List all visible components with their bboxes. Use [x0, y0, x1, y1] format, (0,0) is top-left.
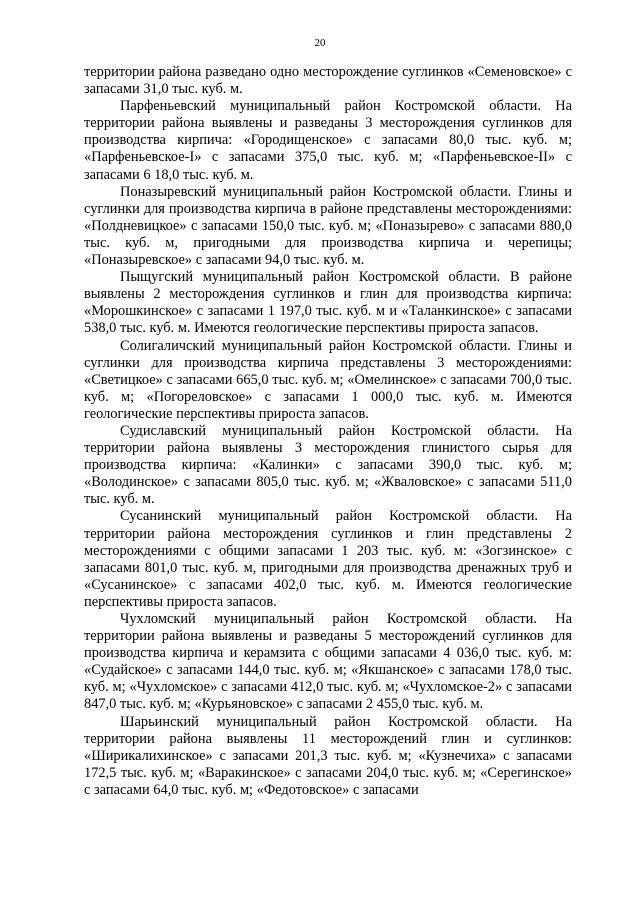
- paragraph-parfenevsky: Парфеньевский муниципальный район Костромской области. На территории района выявлены и разведаны 3 месторождения суглинков для производства кирпича: «Городищенское» с запасами 80,0 тыс. куб. м; «Парфеньевское-I» с запасами 375,0 тыс. куб. м; «Парфеньевское-II» с запасами 6 18,0 тыс. куб. м.: [84, 98, 572, 183]
- paragraph-chukhlomsky: Чухломский муниципальный район Костромской области. На территории района выявлены и разведаны 5 месторождений суглинков для производства кирпича и керамзита с общими запасами 4 036,0 тыс. куб. м: «Судайское» с запасами 144,0 тыс. куб. м; «Якшанское» с запасами 178,0 тыс. куб. м; «Чухломское» с запасами 412,0 тыс. куб. м; «Чухломское-2» с запасами 847,0 тыс. куб. м; «Курьяновское» с запасами 2 455,0 тыс. куб. м.: [84, 611, 572, 713]
- document-body: [84, 64, 572, 799]
- paragraph-ponazyrevsky: Поназыревский муниципальный район Костромской области. Глины и суглинки для производства кирпича в районе представлены месторождениями: «Полдневицкое» с запасами 150,0 тыс. куб. м; «Поназырево» с запасами 880,0 тыс. куб. м, пригодными для производства кирпича и черепицы; «Поназыревское» с запасами 94,0 тыс. куб. м.: [84, 183, 572, 269]
- paragraph-soligalichsky: Солигаличский муниципальный район Костромской области. Глины и суглинки для производства кирпича представлены 3 месторождениями: «Светицкое» с запасами 665,0 тыс. куб. м; «Омелинское» с запасами 700,0 тыс. куб. м; «Погореловское» с запасами 1 000,0 тыс. куб. м. Имеются геологические перспективы прироста запасов.: [84, 337, 572, 422]
- paragraph-sudislavsky: Судиславский муниципальный район Костромской области. На территории района выявлены 3 месторождения глинистого сырья для производства кирпича: «Калинки» с запасами 390,0 тыс. куб. м; «Володинское» с запасами 805,0 тыс. куб. м; «Жваловское» с запасами 511,0 тыс. куб. м.: [84, 422, 572, 508]
- paragraph-pyshchugsky: Пыщугский муниципальный район Костромской области. В районе выявлены 2 месторождения суглинков и глин для производства кирпича: «Морошкинское» с запасами 1 197,0 тыс. куб. м и «Таланкинское» с запасами 538,0 тыс. куб. м. Имеются геологические перспективы прироста запасов.: [84, 269, 572, 337]
- paragraph-susaninsky: Сусанинский муниципальный район Костромской области. На территории района месторождения суглинков и глин представлены 2 месторождениями с общими запасами 1 203 тыс. куб. м: «Зогзинское» с запасами 801,0 тыс. куб. м, пригодными для производства дренажных труб и «Сусанинское» с запасами 402,0 тыс. куб. м. Имеются геологические перспективы прироста запасов.: [84, 508, 572, 610]
- paragraph-continued: территории района разведано одно месторождение суглинков «Семеновское» с запасами 31,0 тыс. куб. м.: [84, 64, 572, 98]
- page-number: 20: [314, 37, 326, 49]
- paragraph-sharinsky: Шарьинский муниципальный район Костромской области. На территории района выявлены 11 месторождений глин и суглинков: «Ширикалихинское» с запасами 201,3 тыс. куб. м; «Кузнечиха» с запасами 172,5 тыс. куб. м; «Варакинское» с запасами 204,0 тыс. куб. м; «Серегинское» с запасами 64,0 тыс. куб. м; «Федотовское» с запасами: [84, 713, 572, 798]
